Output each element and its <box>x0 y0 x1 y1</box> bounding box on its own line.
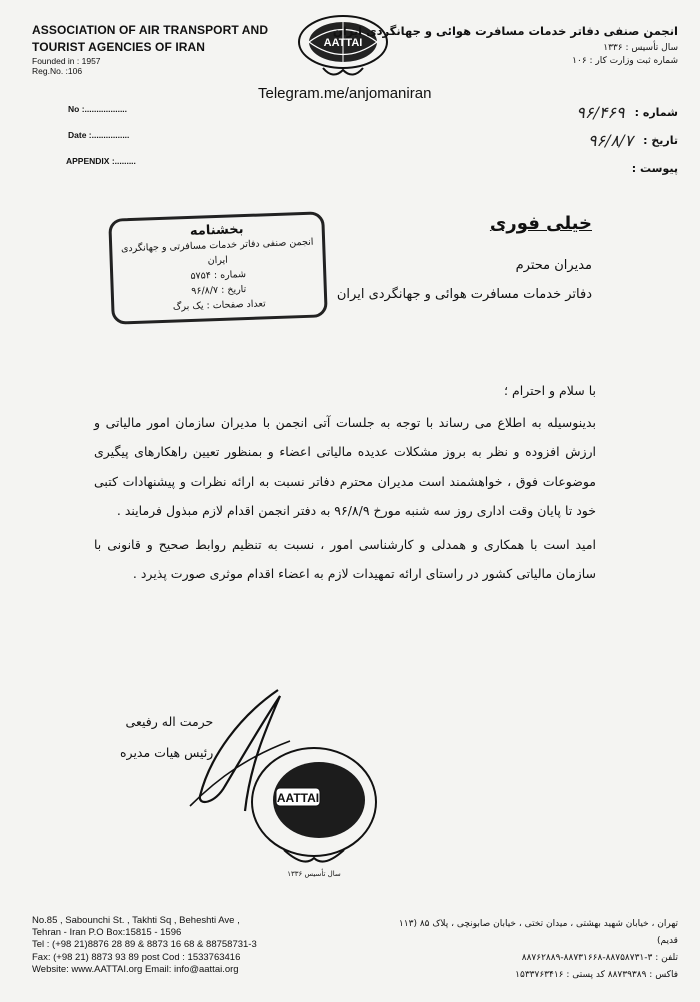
paragraph-1: بدینوسیله به اطلاع می رساند با توجه به جلسات آتی انجمن با مدیران سازمان امور مالیاتی و ارزش افزوده و نظر به بروز مشکلات عدیده مالیاتی اعضاء و بمنظور تعیین راهکارهای پیگیری موضوعات فوق ، خواهشمند است مدیران محترم دفاتر نسبت به ارائه نظرات و پیشنهادات کتبی خود تا پایان وقت اداری روز سه شنبه مورخ ۹۶/۸/۹ به دفتر انجمن اقدام لازم مبذول فرمایند . <box>94 414 596 518</box>
stamp-date: تاریخ : ۹۶/۸/۷ <box>191 284 247 297</box>
founded-persian: سال تأسیس : ۱۳۳۶ <box>603 43 678 53</box>
stamp-org: انجمن صنفی دفاتر خدمات مسافرتی و جهانگردی ایران <box>120 236 314 267</box>
stamp-number: شماره : ۵۷۵۴ <box>190 269 247 282</box>
date-value: ۹۶/۸/۷ <box>587 130 634 150</box>
footer-tel: Tel : (+98 21)8876 28 89 & 8873 16 68 & 88758731-3 <box>32 939 257 951</box>
header-english-line2: TOURIST AGENCIES OF IRAN <box>32 40 206 54</box>
header-english <box>32 22 268 76</box>
signer-name: حرمت اله رفیعی <box>125 714 214 729</box>
footer-persian <box>378 916 678 984</box>
footer-english <box>32 915 257 976</box>
attachment-label: پیوست : <box>631 161 678 175</box>
addressee-line2: دفاتر خدمات مسافرت هوائی و جهانگردی ایران <box>336 287 592 302</box>
footer-web[interactable]: Website: www.AATTAI.org Email: info@aattai.org <box>32 963 239 975</box>
reg-english: Reg.No. :106 <box>32 66 83 76</box>
seal-text: AATTAI <box>276 791 320 805</box>
number-label: شماره : <box>634 105 678 119</box>
addressee-line1: مدیران محترم <box>515 258 592 273</box>
urgent-heading: خیلی فوری <box>489 213 592 234</box>
header-english-line1: ASSOCIATION OF AIR TRANSPORT AND <box>32 23 269 37</box>
footer-address-1: No.85 , Sabounchi St. , Takhti Sq , Beheshti Ave , <box>32 915 240 926</box>
addressee <box>337 258 592 316</box>
stamp-pages: تعداد صفحات : یک برگ <box>172 298 266 313</box>
seal-year: سال تأسیس ۱۳۳۶ <box>287 870 341 878</box>
footer-persian-address: تهران ، خیابان شهید بهشتی ، میدان تختی ، خیابان صابونچی ، پلاک ۸۵ (۱۱۳ قدیم) <box>398 919 678 946</box>
letter-body <box>94 376 596 589</box>
footer-fax: Fax: (+98 21) 8873 93 89 post Cod : 1533763416 <box>32 951 241 963</box>
number-value: ۹۶/۴۶۹ <box>576 102 625 122</box>
footer-address-2: Tehran - Iran P.O Box:15815 - 1596 <box>32 927 182 939</box>
reg-persian: شماره ثبت وزارت کار : ۱۰۶ <box>572 56 678 66</box>
paragraph-2: امید است با همکاری و همدلی و کارشناسی امور ، نسبت به تنظیم روابط صحیح و قانونی با سازمان مالیاتی کشور در راستای ارائه تمهیدات لازم به اعضاء اقدام موثری صورت پذیرد . <box>94 536 596 581</box>
header-persian-title: انجمن صنفی دفاتر خدمات مسافرت هوائی و جهانگردی ایران <box>332 24 678 38</box>
footer-persian-fax: فاکس : ۸۸۷۳۹۳۸۹ کد پستی : ۱۵۳۳۷۶۳۴۱۶ <box>515 970 678 980</box>
date-label: تاریخ : <box>643 133 678 147</box>
association-seal-icon <box>244 740 384 880</box>
footer-persian-tel: تلفن : ۳-۸۸۷۵۸۷۳۱-۸۸۷۳۱۶۶۸-۸۸۷۶۲۸۸۹ <box>521 953 678 963</box>
appendix-field: APPENDIX :......... <box>66 156 136 166</box>
signer-role: رئیس هیات مدیره <box>120 745 214 760</box>
logo-top-text: AATTAI <box>323 37 363 49</box>
meta-persian <box>508 98 678 182</box>
founded-english: Founded in : 1957 <box>32 56 101 66</box>
telegram-link[interactable]: Telegram.me/anjomaniran <box>258 85 432 102</box>
greeting: با سلام و احترام ؛ <box>504 383 596 398</box>
circular-stamp <box>108 211 328 324</box>
no-field: No :.................. <box>68 104 128 114</box>
date-field: Date :................ <box>68 130 130 140</box>
stamp-title: بخشنامه <box>189 222 244 239</box>
header-persian <box>333 24 678 68</box>
